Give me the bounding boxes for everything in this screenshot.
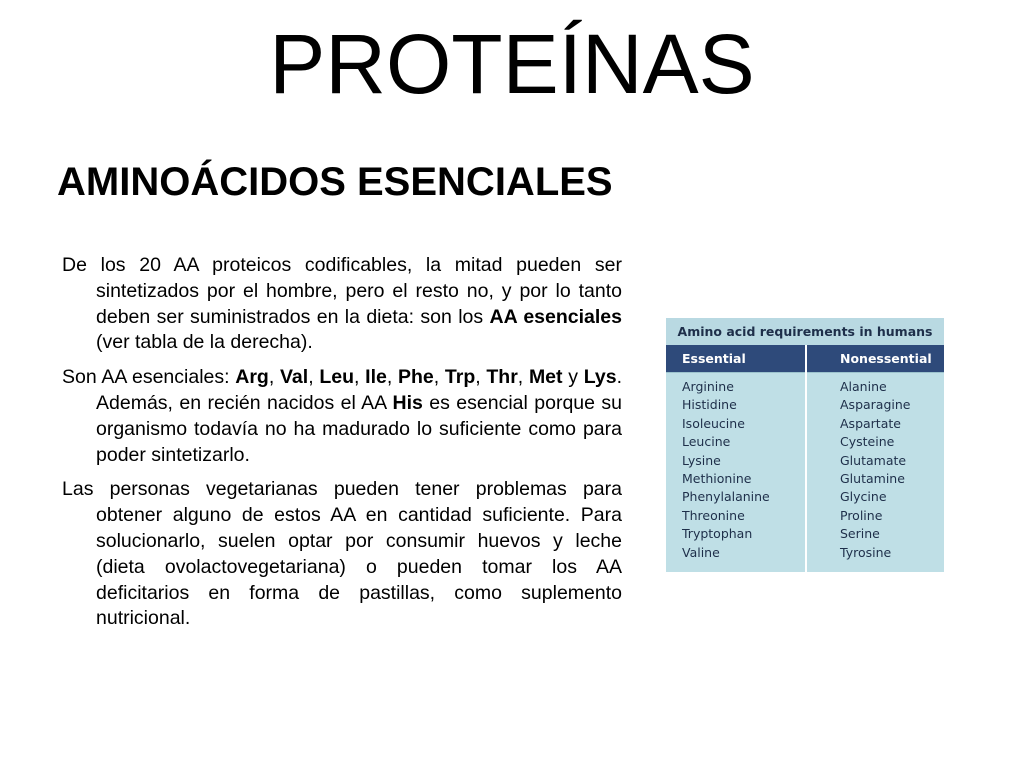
text-fragment: , — [475, 366, 487, 389]
nonessential-header: Nonessential — [840, 351, 932, 366]
text-fragment: Son AA esenciales: — [62, 366, 236, 389]
list-item: Serine — [840, 526, 880, 542]
list-item: Glycine — [840, 489, 887, 505]
bold-term: Met — [528, 366, 563, 389]
slide-subtitle: AMINOÁCIDOS ESENCIALES — [57, 160, 613, 204]
bold-term: AA esenciales — [489, 305, 622, 328]
bold-term: Lys — [583, 366, 617, 389]
text-fragment: De los 20 AA proteicos codificables, la mitad pueden ser sintetizados por el hombre, pero el resto no, y por lo tanto deben ser suministrados en la dieta: son los — [62, 254, 622, 328]
text-fragment: es esencial porque su organismo todavía no ha madurado lo suficiente como para poder sintetizarlo. — [96, 391, 622, 466]
nonessential-list — [840, 378, 910, 562]
list-item: Lysine — [682, 452, 721, 468]
bold-term: His — [392, 391, 423, 414]
paragraph-vegetarians: Las personas vegetarianas pueden tener problemas para obtener alguno de estos AA en cantidad suficiente. Para solucionarlo, suelen optar por consumir huevos y leche (dieta ovolactovegetariana) o pueden tomar los AA deficitarios en forma de pastillas, como suplemento nutricional. — [62, 478, 622, 630]
list-item: Histidine — [682, 397, 737, 413]
text-fragment: , — [308, 366, 320, 389]
text-fragment: . Además, en recién nacidos el AA — [96, 366, 623, 414]
paragraph-essential-list — [62, 365, 622, 468]
bold-term: Arg — [235, 366, 269, 389]
list-item: Glutamine — [840, 471, 905, 487]
body-text — [62, 253, 622, 641]
bold-term: Leu — [319, 366, 355, 389]
column-divider — [805, 345, 807, 572]
list-item: Methionine — [682, 471, 752, 487]
list-item: Isoleucine — [682, 415, 745, 431]
list-item: Glutamate — [840, 452, 907, 468]
essential-list — [682, 378, 770, 562]
text-fragment: y — [562, 366, 584, 389]
bold-term: Val — [280, 366, 309, 389]
list-item: Tyrosine — [840, 544, 892, 560]
list-item: Aspartate — [840, 415, 901, 431]
text-fragment: , — [517, 366, 529, 389]
list-item: Cysteine — [840, 434, 895, 450]
bold-term: Phe — [397, 366, 434, 389]
text-fragment: , — [268, 366, 280, 389]
slide-title: PROTEÍNAS — [269, 17, 755, 111]
list-item: Arginine — [682, 379, 734, 394]
bold-term: Trp — [444, 366, 476, 389]
paragraph-essential-definition — [62, 253, 622, 356]
text-fragment: (ver tabla de la derecha). — [96, 331, 313, 354]
amino-acid-table — [666, 318, 944, 572]
bold-term: Thr — [486, 366, 518, 389]
list-item: Valine — [682, 544, 720, 560]
text-fragment: , — [433, 366, 445, 389]
list-item: Threonine — [682, 507, 745, 523]
list-item: Phenylalanine — [682, 489, 770, 505]
list-item: Tryptophan — [682, 526, 753, 542]
essential-header: Essential — [682, 351, 746, 366]
bold-term: Ile — [365, 366, 387, 389]
table-title: Amino acid requirements in humans — [666, 318, 944, 345]
list-item: Leucine — [682, 434, 731, 450]
list-item: Alanine — [840, 379, 887, 394]
text-fragment: , — [354, 366, 366, 389]
list-item: Asparagine — [840, 397, 911, 413]
text-fragment: , — [386, 366, 398, 389]
list-item: Proline — [840, 507, 883, 523]
